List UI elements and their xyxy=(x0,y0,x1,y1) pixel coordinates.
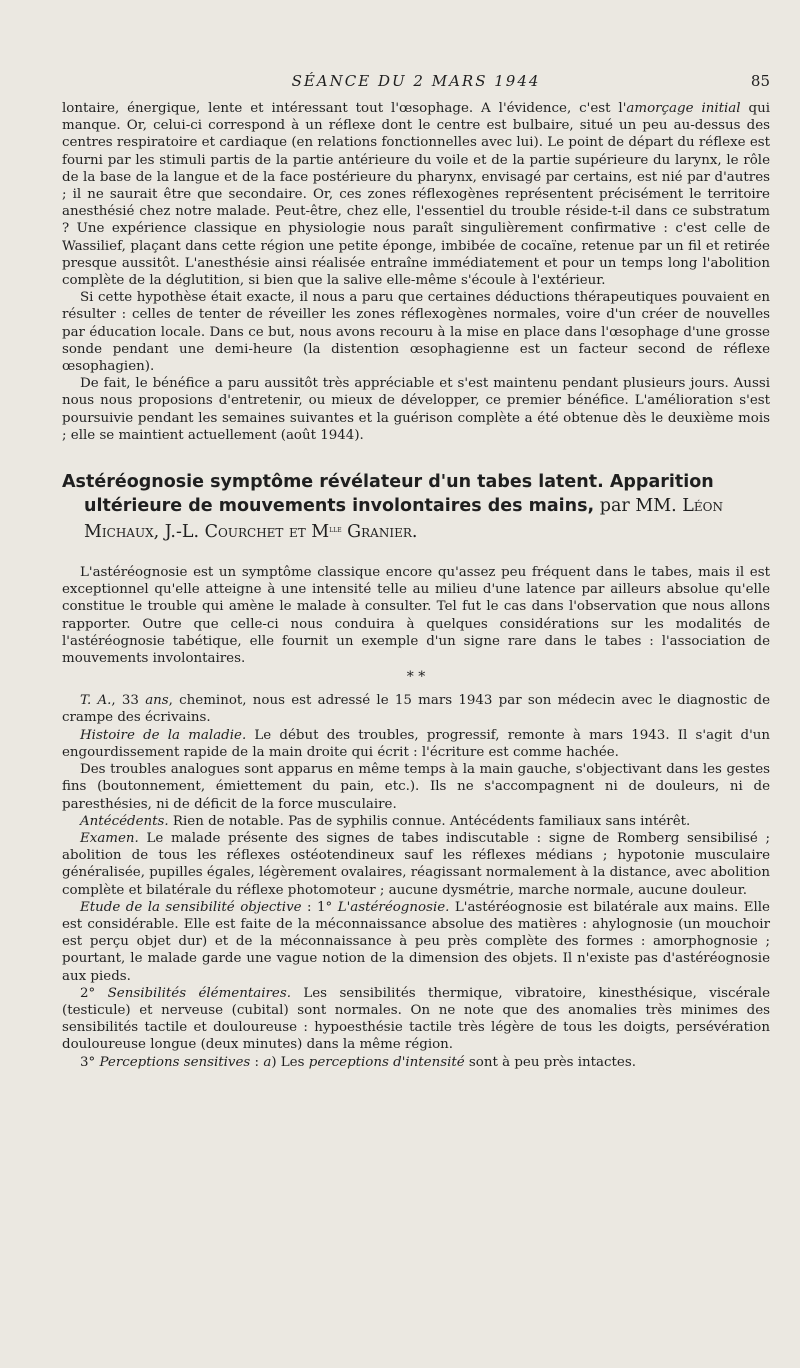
paragraph: T. A., 33 ans, cheminot, nous est adressé le 15 mars 1943 par son médecin avec le diagnostic de crampe des écrivains. xyxy=(62,693,770,726)
asterism: * * xyxy=(406,669,426,686)
paragraph: Antécédents. Rien de notable. Pas de syphilis connue. Antécédents familiaux sans intérêt. xyxy=(80,813,691,829)
continued-text xyxy=(62,100,770,444)
paragraph: Histoire de la maladie. Le début des troubles, progressif, remonte à mars 1943. Il s'agit d'un engourdissement rapide de la main droite qui écrit : l'écriture est comme hachée. xyxy=(62,727,770,760)
article-title: Astéréognosie symptôme révélateur d'un tabes latent. Apparition ultérieure de mouvements involontaires des mains, par MM. Léon Michaux, J.-L. Courchet et $M^{lle}$ Granier. xyxy=(62,472,723,543)
paragraph: Examen. Le malade présente des signes de tabes indiscutable : signe de Romberg sensibilisé ; abolition de tous les réflexes ostéotendineux sauf les réflexes médians ; hypotonie musculaire généralisée, pupilles égales, légèrement ovalaires, réagissant normalement à la distance, avec abolition complète et bilatérale du réflexe photomoteur ; aucune dysmétrie, marche normale, aucune douleur. xyxy=(62,830,770,898)
article-body xyxy=(62,564,770,1071)
paragraph: De fait, le bénéfice a paru aussitôt très appréciable et s'est maintenu pendant plusieurs jours. Aussi nous nous proposions d'entretenir, ou mieux de développer, ce premier bénéfice. L'amélioration s'est poursuivie pendant les semaines suivantes et la guérison complète a été obtenue dès le deuxième mois ; elle se maintient actuellement (août 1944). xyxy=(62,376,770,443)
paragraph: Si cette hypothèse était exacte, il nous a paru que certaines déductions thérapeutiques pouvaient en résulter : celles de tenter de réveiller les zones réflexogènes normales, voire d'un créer de nouvelles par éducation locale. Dans ce but, nous avons recouru à la mise en place dans l'œsophage d'une grosse sonde pendant une demi-heure (la distention œsophagienne est un facteur second de réflexe œsophagien). xyxy=(62,290,770,375)
paragraph: lontaire, énergique, lente et intéressant tout l'œsophage. A l'évidence, c'est l'amorçage initial qui manque. Or, celui-ci correspond à un réflexe dont le centre est bulbaire, situé un peu au-dessus des centres respiratoire et cardiaque (en relations fonctionnelles avec lui). Le point de départ du réflexe est fourni par les stimuli partis de la partie antérieure du voile et de la partie supérieure du larynx, le rôle de la base de la langue et de la face postérieure du pharynx, envisagé par certains, est nié par d'autres ; il ne saurait être que secondaire. Or, ces zones réflexogènes représentent précisément le territoire anesthésié chez notre malade. Peut-être, chez elle, l'essentiel du trouble réside-t-il dans ce substratum ? Une expérience classique en physiologie nous paraît singulièrement confirmative : c'est celle de Wassilief, plaçant dans cette région une petite éponge, imbibée de cocaïne, retenue par un fil et retirée presque aussitôt. L'anesthésie ainsi réalisée entraîne immédiatement et pour un temps long l'abolition complète de la déglutition, si bien que la salive elle-même s'écoule à l'extérieur. xyxy=(62,101,770,289)
running-title: SÉANCE DU 2 MARS 1944 xyxy=(291,72,541,90)
running-head xyxy=(62,72,770,94)
paragraph: 2° Sensibilités élémentaires. Les sensibilités thermique, vibratoire, kinesthésique, viscérale (testicule) et nerveuse (cubital) sont normales. On ne note que des anomalies très minimes des sensibilités tactile et douloureuse : hypoesthésie tactile très légère de tous les doigts, persévération douloureuse longue (deux minutes) dans la même région. xyxy=(62,985,770,1053)
paragraph: Des troubles analogues sont apparus en même temps à la main gauche, s'objectivant dans les gestes fins (boutonnement, émiettement du pain, etc.). Ils ne s'accompagnent ni de douleurs, ni de paresthésies, ni de déficit de la force musculaire. xyxy=(62,762,770,812)
page-number: 85 xyxy=(750,72,770,90)
paragraph: Etude de la sensibilité objective : 1° L'astéréognosie. L'astéréognosie est bilatérale aux mains. Elle est considérable. Elle est faite de la méconnaissance absolue des matières : ahylognosie (un mouchoir est perçu objet dur) et de la méconnaissance à peu près complète des formes : amorphognosie ; pourtant, le malade garde une vague notion de la dimension des objets. Il n'existe pas d'astéréognosie aux pieds. xyxy=(62,899,770,984)
paragraph: L'astéréognosie est un symptôme classique encore qu'assez peu fréquent dans le tabes, mais il est exceptionnel qu'elle atteigne à une intensité telle au milieu d'une latence par ailleurs absolue qu'elle constitue le trouble qui amène le malade à consulter. Tel fut le cas dans l'observation que nous allons rapporter. Outre que celle-ci nous conduira à quelques considérations sur les modalités de l'astéréognosie tabétique, elle fournit un exemple d'un signe rare dans le tabes : l'association de mouvements involontaires. xyxy=(62,565,770,667)
paragraph: 3° Perceptions sensitives : a) Les perceptions d'intensité sont à peu près intactes. xyxy=(80,1054,636,1070)
